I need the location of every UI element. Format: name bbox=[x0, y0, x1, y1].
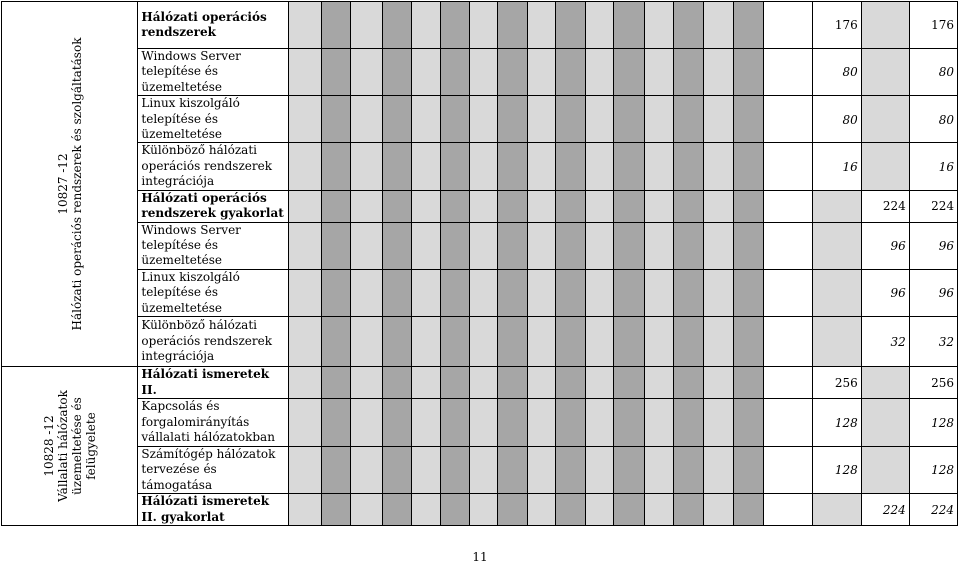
shading-cell bbox=[289, 446, 322, 493]
shading-cell bbox=[382, 398, 411, 446]
table-row bbox=[2, 446, 958, 493]
shading-cell bbox=[527, 2, 555, 49]
hours-cell: 80 bbox=[812, 96, 861, 143]
shading-cell bbox=[412, 494, 440, 526]
shading-cell bbox=[556, 96, 585, 143]
shading-cell bbox=[470, 367, 498, 399]
table-row bbox=[2, 2, 958, 49]
shading-cell bbox=[861, 2, 909, 49]
shading-cell bbox=[763, 96, 812, 143]
shading-cell bbox=[289, 367, 322, 399]
shading-cell bbox=[440, 222, 469, 269]
shading-cell bbox=[498, 143, 527, 190]
shading-cell bbox=[703, 367, 734, 399]
shading-cell bbox=[734, 2, 763, 49]
shading-cell bbox=[289, 190, 322, 222]
shading-cell bbox=[644, 96, 673, 143]
shading-cell bbox=[289, 96, 322, 143]
shading-cell bbox=[556, 269, 585, 316]
shading-cell bbox=[527, 49, 555, 96]
shading-cell bbox=[382, 96, 411, 143]
hours-cell: 176 bbox=[909, 2, 957, 49]
shading-cell bbox=[382, 446, 411, 493]
shading-cell bbox=[382, 2, 411, 49]
shading-cell bbox=[585, 494, 613, 526]
shading-cell bbox=[470, 446, 498, 493]
hours-cell: 224 bbox=[861, 190, 909, 222]
shading-cell bbox=[614, 2, 645, 49]
shading-cell bbox=[321, 398, 350, 446]
hours-cell: 224 bbox=[909, 494, 957, 526]
shading-cell bbox=[556, 222, 585, 269]
shading-cell bbox=[351, 222, 383, 269]
subject-cell: Kapcsolás és forgalomirányítás vállalati hálózatokban bbox=[138, 398, 289, 446]
shading-cell bbox=[412, 367, 440, 399]
shading-cell bbox=[382, 49, 411, 96]
shading-cell bbox=[674, 222, 703, 269]
shading-cell bbox=[703, 190, 734, 222]
shading-cell bbox=[614, 222, 645, 269]
shading-cell bbox=[763, 49, 812, 96]
shading-cell bbox=[585, 317, 613, 367]
shading-cell bbox=[734, 494, 763, 526]
shading-cell bbox=[412, 269, 440, 316]
shading-cell bbox=[527, 269, 555, 316]
subject-cell: Windows Server telepítése és üzemeltetése bbox=[138, 222, 289, 269]
shading-cell bbox=[614, 494, 645, 526]
shading-cell bbox=[614, 398, 645, 446]
module-label-10827 bbox=[56, 38, 84, 331]
shading-cell bbox=[763, 317, 812, 367]
shading-cell bbox=[289, 398, 322, 446]
shading-cell bbox=[289, 49, 322, 96]
shading-cell bbox=[351, 446, 383, 493]
shading-cell bbox=[498, 446, 527, 493]
shading-cell bbox=[498, 49, 527, 96]
shading-cell bbox=[861, 49, 909, 96]
shading-cell bbox=[527, 96, 555, 143]
shading-cell bbox=[321, 367, 350, 399]
shading-cell bbox=[440, 446, 469, 493]
shading-cell bbox=[703, 143, 734, 190]
shading-cell bbox=[382, 190, 411, 222]
shading-cell bbox=[644, 2, 673, 49]
shading-cell bbox=[470, 317, 498, 367]
shading-cell bbox=[470, 96, 498, 143]
hours-cell: 16 bbox=[812, 143, 861, 190]
curriculum-table bbox=[1, 1, 958, 526]
shading-cell bbox=[556, 494, 585, 526]
table-row bbox=[2, 269, 958, 316]
shading-cell bbox=[470, 49, 498, 96]
shading-cell bbox=[321, 317, 350, 367]
table-row bbox=[2, 190, 958, 222]
shading-cell bbox=[412, 190, 440, 222]
shading-cell bbox=[674, 190, 703, 222]
shading-cell bbox=[556, 446, 585, 493]
shading-cell bbox=[703, 2, 734, 49]
shading-cell bbox=[527, 446, 555, 493]
shading-cell bbox=[382, 222, 411, 269]
shading-cell bbox=[674, 2, 703, 49]
shading-cell bbox=[556, 49, 585, 96]
shading-cell bbox=[498, 222, 527, 269]
shading-cell bbox=[585, 49, 613, 96]
shading-cell bbox=[614, 446, 645, 493]
page-number: 11 bbox=[472, 550, 488, 564]
shading-cell bbox=[644, 49, 673, 96]
shading-cell bbox=[321, 143, 350, 190]
shading-cell bbox=[440, 2, 469, 49]
module-code: 10827 -12 bbox=[55, 153, 70, 215]
shading-cell bbox=[703, 269, 734, 316]
shading-cell bbox=[556, 190, 585, 222]
subject-cell: Különböző hálózati operációs rendszerek integrációja bbox=[138, 143, 289, 190]
shading-cell bbox=[321, 269, 350, 316]
hours-cell: 96 bbox=[861, 269, 909, 316]
shading-cell bbox=[351, 143, 383, 190]
shading-cell bbox=[674, 367, 703, 399]
shading-cell bbox=[321, 494, 350, 526]
shading-cell bbox=[763, 494, 812, 526]
shading-cell bbox=[351, 96, 383, 143]
shading-cell bbox=[861, 96, 909, 143]
hours-cell: 128 bbox=[909, 446, 957, 493]
shading-cell bbox=[321, 222, 350, 269]
shading-cell bbox=[734, 49, 763, 96]
table-row bbox=[2, 96, 958, 143]
shading-cell bbox=[321, 190, 350, 222]
hours-cell: 32 bbox=[861, 317, 909, 367]
shading-cell bbox=[470, 398, 498, 446]
subject-cell: Különböző hálózati operációs rendszerek integrációja bbox=[138, 317, 289, 367]
shading-cell bbox=[351, 317, 383, 367]
shading-cell bbox=[527, 367, 555, 399]
shading-cell bbox=[614, 317, 645, 367]
shading-cell bbox=[734, 222, 763, 269]
subject-cell: Linux kiszolgáló telepítése és üzemeltetése bbox=[138, 269, 289, 316]
table-row bbox=[2, 317, 958, 367]
shading-cell bbox=[585, 269, 613, 316]
shading-cell bbox=[382, 269, 411, 316]
shading-cell bbox=[674, 269, 703, 316]
shading-cell bbox=[644, 494, 673, 526]
shading-cell bbox=[289, 494, 322, 526]
hours-cell: 16 bbox=[909, 143, 957, 190]
shading-cell bbox=[734, 367, 763, 399]
hours-cell: 128 bbox=[909, 398, 957, 446]
shading-cell bbox=[585, 143, 613, 190]
shading-cell bbox=[470, 190, 498, 222]
shading-cell bbox=[412, 143, 440, 190]
table-row bbox=[2, 398, 958, 446]
shading-cell bbox=[498, 190, 527, 222]
shading-cell bbox=[470, 222, 498, 269]
shading-cell bbox=[470, 494, 498, 526]
table-row bbox=[2, 367, 958, 399]
shading-cell bbox=[382, 317, 411, 367]
hours-cell: 256 bbox=[909, 367, 957, 399]
shading-cell bbox=[763, 143, 812, 190]
shading-cell bbox=[644, 190, 673, 222]
shading-cell bbox=[440, 96, 469, 143]
shading-cell bbox=[644, 367, 673, 399]
hours-cell: 256 bbox=[812, 367, 861, 399]
shading-cell bbox=[556, 317, 585, 367]
module-header-10827 bbox=[2, 2, 138, 367]
shading-cell bbox=[412, 49, 440, 96]
shading-cell bbox=[412, 222, 440, 269]
shading-cell bbox=[440, 143, 469, 190]
shading-cell bbox=[674, 49, 703, 96]
shading-cell bbox=[703, 494, 734, 526]
shading-cell bbox=[498, 2, 527, 49]
module-name: üzemeltetése és bbox=[69, 397, 84, 495]
hours-cell: 80 bbox=[812, 49, 861, 96]
shading-cell bbox=[812, 190, 861, 222]
shading-cell bbox=[674, 494, 703, 526]
table-row bbox=[2, 49, 958, 96]
shading-cell bbox=[440, 367, 469, 399]
shading-cell bbox=[498, 96, 527, 143]
shading-cell bbox=[351, 398, 383, 446]
shading-cell bbox=[556, 398, 585, 446]
hours-cell: 224 bbox=[861, 494, 909, 526]
shading-cell bbox=[556, 2, 585, 49]
hours-cell: 176 bbox=[812, 2, 861, 49]
shading-cell bbox=[382, 367, 411, 399]
shading-cell bbox=[763, 446, 812, 493]
shading-cell bbox=[412, 317, 440, 367]
shading-cell bbox=[674, 96, 703, 143]
shading-cell bbox=[412, 96, 440, 143]
subject-cell: Windows Server telepítése és üzemeltetése bbox=[138, 49, 289, 96]
subject-cell: Hálózati ismeretek II. gyakorlat bbox=[138, 494, 289, 526]
shading-cell bbox=[470, 269, 498, 316]
shading-cell bbox=[289, 143, 322, 190]
shading-cell bbox=[527, 190, 555, 222]
shading-cell bbox=[812, 269, 861, 316]
shading-cell bbox=[734, 398, 763, 446]
shading-cell bbox=[289, 317, 322, 367]
shading-cell bbox=[527, 317, 555, 367]
table-row bbox=[2, 494, 958, 526]
shading-cell bbox=[734, 269, 763, 316]
shading-cell bbox=[585, 222, 613, 269]
hours-cell: 96 bbox=[861, 222, 909, 269]
shading-cell bbox=[614, 143, 645, 190]
shading-cell bbox=[812, 494, 861, 526]
hours-cell: 96 bbox=[909, 269, 957, 316]
shading-cell bbox=[289, 222, 322, 269]
shading-cell bbox=[585, 367, 613, 399]
shading-cell bbox=[440, 494, 469, 526]
shading-cell bbox=[585, 190, 613, 222]
shading-cell bbox=[440, 317, 469, 367]
shading-cell bbox=[861, 367, 909, 399]
shading-cell bbox=[498, 269, 527, 316]
shading-cell bbox=[351, 49, 383, 96]
hours-cell: 80 bbox=[909, 49, 957, 96]
shading-cell bbox=[763, 190, 812, 222]
shading-cell bbox=[644, 317, 673, 367]
shading-cell bbox=[703, 49, 734, 96]
shading-cell bbox=[412, 398, 440, 446]
hours-cell: 128 bbox=[812, 398, 861, 446]
shading-cell bbox=[703, 398, 734, 446]
shading-cell bbox=[351, 269, 383, 316]
shading-cell bbox=[734, 96, 763, 143]
subject-cell: Hálózati ismeretek II. bbox=[138, 367, 289, 399]
shading-cell bbox=[734, 446, 763, 493]
shading-cell bbox=[289, 2, 322, 49]
shading-cell bbox=[644, 269, 673, 316]
shading-cell bbox=[527, 494, 555, 526]
shading-cell bbox=[763, 2, 812, 49]
shading-cell bbox=[614, 367, 645, 399]
shading-cell bbox=[321, 96, 350, 143]
shading-cell bbox=[763, 269, 812, 316]
shading-cell bbox=[527, 398, 555, 446]
shading-cell bbox=[644, 143, 673, 190]
shading-cell bbox=[585, 96, 613, 143]
shading-cell bbox=[763, 222, 812, 269]
shading-cell bbox=[585, 398, 613, 446]
shading-cell bbox=[440, 269, 469, 316]
shading-cell bbox=[440, 190, 469, 222]
shading-cell bbox=[763, 398, 812, 446]
shading-cell bbox=[470, 143, 498, 190]
shading-cell bbox=[440, 49, 469, 96]
hours-cell: 224 bbox=[909, 190, 957, 222]
shading-cell bbox=[674, 317, 703, 367]
subject-cell: Hálózati operációs rendszerek gyakorlat bbox=[138, 190, 289, 222]
module-label-10828 bbox=[42, 390, 98, 502]
subject-cell: Számítógép hálózatok tervezése és támogatása bbox=[138, 446, 289, 493]
shading-cell bbox=[614, 96, 645, 143]
shading-cell bbox=[861, 143, 909, 190]
shading-cell bbox=[585, 446, 613, 493]
shading-cell bbox=[351, 367, 383, 399]
shading-cell bbox=[585, 2, 613, 49]
shading-cell bbox=[703, 96, 734, 143]
shading-cell bbox=[644, 446, 673, 493]
shading-cell bbox=[351, 190, 383, 222]
shading-cell bbox=[470, 2, 498, 49]
shading-cell bbox=[440, 398, 469, 446]
subject-cell: Hálózati operációs rendszerek bbox=[138, 2, 289, 49]
shading-cell bbox=[498, 317, 527, 367]
shading-cell bbox=[382, 494, 411, 526]
shading-cell bbox=[812, 317, 861, 367]
shading-cell bbox=[644, 398, 673, 446]
shading-cell bbox=[498, 367, 527, 399]
table-row bbox=[2, 222, 958, 269]
shading-cell bbox=[812, 222, 861, 269]
shading-cell bbox=[674, 398, 703, 446]
shading-cell bbox=[351, 494, 383, 526]
shading-cell bbox=[498, 398, 527, 446]
shading-cell bbox=[734, 317, 763, 367]
shading-cell bbox=[861, 446, 909, 493]
shading-cell bbox=[614, 190, 645, 222]
hours-cell: 80 bbox=[909, 96, 957, 143]
module-header-10828 bbox=[2, 367, 138, 526]
shading-cell bbox=[674, 143, 703, 190]
subject-cell: Linux kiszolgáló telepítése és üzemeltetése bbox=[138, 96, 289, 143]
shading-cell bbox=[412, 446, 440, 493]
shading-cell bbox=[734, 143, 763, 190]
shading-cell bbox=[763, 367, 812, 399]
shading-cell bbox=[498, 494, 527, 526]
shading-cell bbox=[861, 398, 909, 446]
shading-cell bbox=[734, 190, 763, 222]
hours-cell: 128 bbox=[812, 446, 861, 493]
shading-cell bbox=[703, 222, 734, 269]
module-code: 10828 -12 bbox=[41, 415, 56, 477]
shading-cell bbox=[614, 269, 645, 316]
shading-cell bbox=[674, 446, 703, 493]
shading-cell bbox=[703, 446, 734, 493]
shading-cell bbox=[556, 367, 585, 399]
module-name: Hálózati operációs rendszerek és szolgáltatások bbox=[69, 37, 84, 331]
hours-cell: 32 bbox=[909, 317, 957, 367]
shading-cell bbox=[321, 49, 350, 96]
shading-cell bbox=[556, 143, 585, 190]
shading-cell bbox=[412, 2, 440, 49]
shading-cell bbox=[527, 222, 555, 269]
shading-cell bbox=[614, 49, 645, 96]
module-name: Vállalati hálózatok bbox=[55, 390, 70, 502]
shading-cell bbox=[382, 143, 411, 190]
hours-cell: 96 bbox=[909, 222, 957, 269]
shading-cell bbox=[321, 446, 350, 493]
shading-cell bbox=[703, 317, 734, 367]
shading-cell bbox=[644, 222, 673, 269]
shading-cell bbox=[321, 2, 350, 49]
table-row bbox=[2, 143, 958, 190]
shading-cell bbox=[527, 143, 555, 190]
module-name: felügyelete bbox=[83, 412, 98, 480]
shading-cell bbox=[351, 2, 383, 49]
shading-cell bbox=[289, 269, 322, 316]
